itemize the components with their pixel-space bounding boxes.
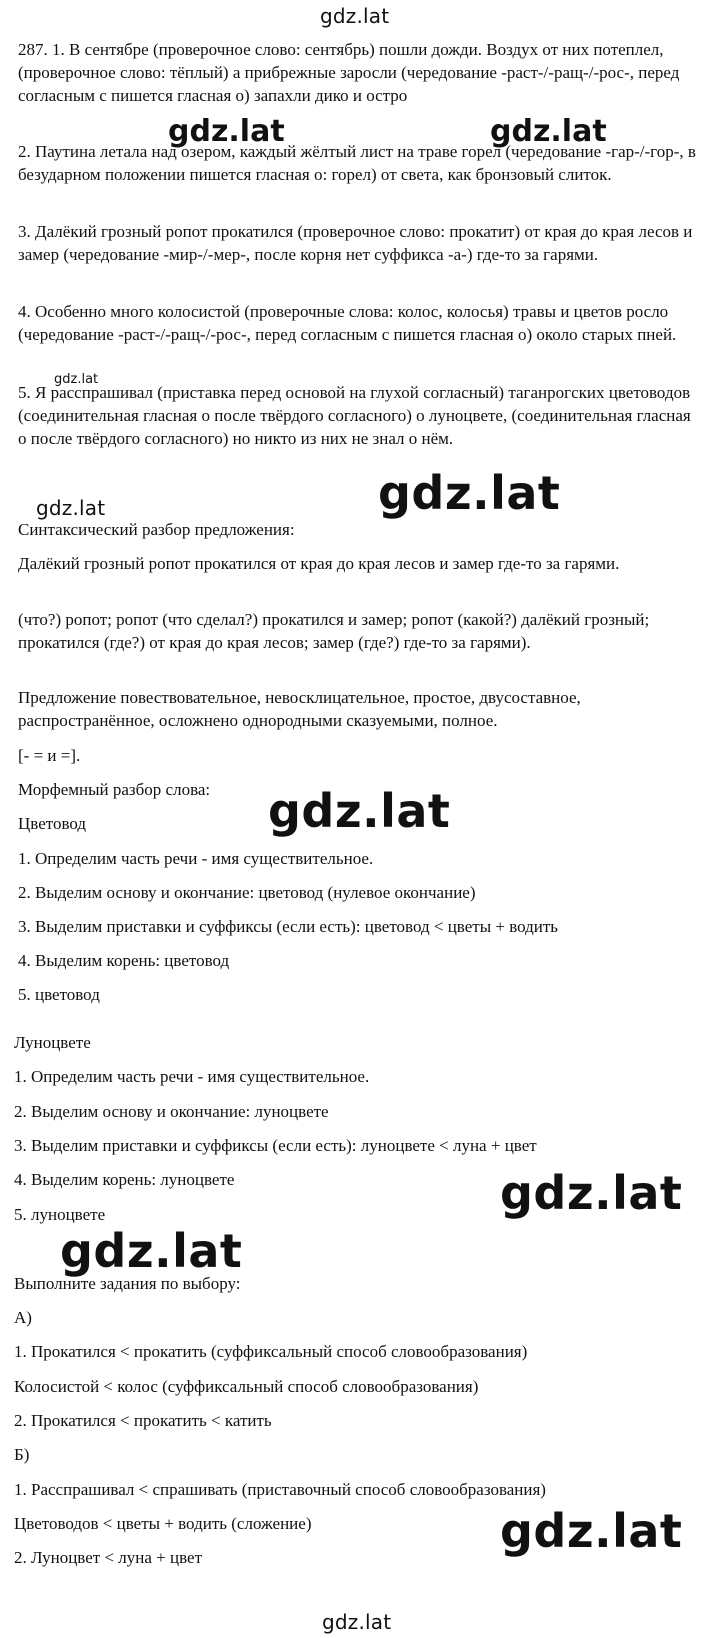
word-1-step-2: 2. Выделим основу и окончание: цветовод (нулевое окончание) — [18, 883, 476, 902]
paragraph-2: 2. Паутина летала над озером, каждый жёлтый лист на траве горел (чередование -гар-/-гор-, в безударном положении пишется гласная о: горел) от света, как бронзовый слиток. — [18, 142, 696, 184]
word-1-step-4: 4. Выделим корень: цветовод — [18, 951, 230, 970]
word-2-step-3: 3. Выделим приставки и суффиксы (если есть): луноцвете < луна + цвет — [14, 1136, 537, 1155]
task-a-item-1: 1. Прокатился < прокатить (суффиксальный способ словообразования) — [14, 1342, 528, 1361]
syntax-sentence: Далёкий грозный ропот прокатился от края до края лесов и замер где-то за гарями. — [18, 554, 620, 573]
word-2-title: Луноцвете — [14, 1033, 91, 1052]
task-b-item-1: 1. Расспрашивал < спрашивать (приставочный способ словообразования) — [14, 1480, 546, 1499]
watermark-footer: gdz.lat — [322, 1610, 392, 1634]
watermark: gdz.lat — [500, 1166, 683, 1220]
watermark: gdz.lat — [500, 1504, 683, 1558]
watermark: gdz.lat — [378, 466, 561, 520]
task-b-item-2: 2. Луноцвет < луна + цвет — [14, 1548, 203, 1567]
tasks-heading: Выполните задания по выбору: — [14, 1274, 241, 1293]
syntax-analysis: (что?) ропот; ропот (что сделал?) прокатился и замер; ропот (какой?) далёкий грозный; прокатился (где?) от края до края лесов; замер (где?) где-то за гарями). — [18, 610, 650, 652]
word-2-step-2: 2. Выделим основу и окончание: луноцвете — [14, 1102, 329, 1121]
watermark: gdz.lat — [490, 114, 607, 149]
task-a-item-2: 2. Прокатился < прокатить < катить — [14, 1411, 272, 1430]
word-2-step-4: 4. Выделим корень: луноцвете — [14, 1170, 235, 1189]
task-b-item-1b: Цветоводов < цветы + водить (сложение) — [14, 1514, 312, 1533]
paragraph-3: 3. Далёкий грозный ропот прокатился (проверочное слово: прокатит) от края до края лесов и замер (чередование -мир-/-мер-, после корня нет суффикса -а-) где-то за гарями. — [18, 222, 693, 264]
morpheme-heading: Морфемный разбор слова: — [18, 780, 211, 799]
task-b-label: Б) — [14, 1445, 30, 1464]
task-a-label: А) — [14, 1308, 32, 1327]
paragraph-5: 5. Я расспрашивал (приставка перед основой на глухой согласный) таганрогских цветоводов (соединительная гласная о после твёрдого согласного) о луноцвете, (соединительная гласная о после твёрдого согласного) но никто из них не знал о нём. — [18, 383, 691, 448]
word-2-step-5: 5. луноцвете — [14, 1205, 106, 1224]
word-2-step-1: 1. Определим часть речи - имя существительное. — [14, 1067, 370, 1086]
syntax-scheme: [- = и =]. — [18, 746, 81, 765]
paragraph-4: 4. Особенно много колосистой (проверочные слова: колос, колосья) травы и цветов росло (чередование -раст-/-ращ-/-рос-, перед согласным с пишется гласная о) около старых пней. — [18, 302, 677, 344]
watermark: gdz.lat — [168, 114, 285, 149]
syntax-characteristics: Предложение повествовательное, невосклицательное, простое, двусоставное, распространённое, осложнено однородными сказуемыми, полное. — [18, 688, 581, 730]
word-1-step-1: 1. Определим часть речи - имя существительное. — [18, 849, 374, 868]
syntax-heading: Синтаксический разбор предложения: — [18, 520, 295, 539]
paragraph-1: 287. 1. В сентябре (проверочное слово: сентябрь) пошли дожди. Воздух от них потеплел, (проверочное слово: тёплый) а прибрежные заросли (чередование -раст-/-ращ-/-рос-, перед согласным с пишется гласная о) запахли дико и остро — [18, 40, 680, 105]
watermark-header: gdz.lat — [320, 4, 390, 28]
word-1-title: Цветовод — [18, 814, 87, 833]
watermark: gdz.lat — [54, 372, 99, 387]
watermark: gdz.lat — [60, 1224, 243, 1278]
word-1-step-3: 3. Выделим приставки и суффиксы (если есть): цветовод < цветы + водить — [18, 917, 559, 936]
task-a-item-1b: Колосистой < колос (суффиксальный способ словообразования) — [14, 1377, 479, 1396]
word-1-step-5: 5. цветовод — [18, 985, 100, 1004]
watermark: gdz.lat — [268, 784, 451, 838]
watermark: gdz.lat — [36, 496, 106, 520]
